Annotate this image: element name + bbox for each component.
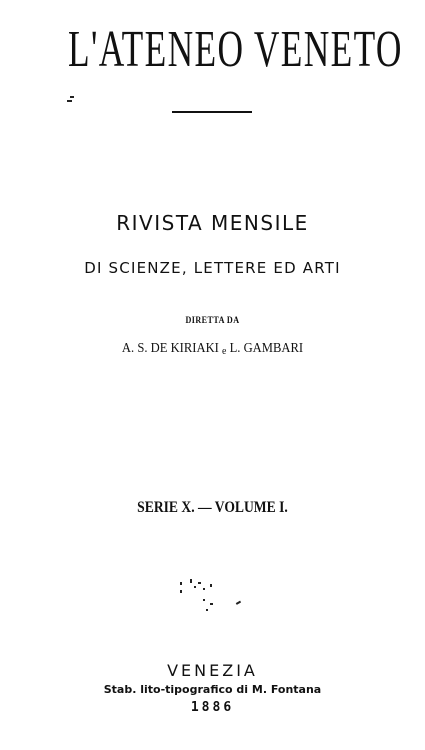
journal-subtitle: RIVISTA MENSILE <box>116 211 309 235</box>
editor-name: A. S. DE KIRIAKI <box>121 341 219 356</box>
directed-by-label: DIRETTA DA <box>185 315 240 325</box>
editor-name: L. GAMBARI <box>229 341 304 356</box>
title-divider-rule <box>172 111 252 113</box>
imprint-year: 1886 <box>190 700 235 715</box>
editors-line <box>21 340 404 358</box>
journal-scope: DI SCIENZE, LETTERE ED ARTI <box>84 259 341 277</box>
journal-title: L'ATENEO VENETO <box>68 21 403 78</box>
ink-speck <box>67 100 72 102</box>
printer-ornament <box>170 576 260 620</box>
imprint-printer: Stab. lito-tipografico di M. Fontana <box>103 683 322 696</box>
editor-conjunction: e <box>222 345 227 357</box>
series-volume: SERIE X. — VOLUME I. <box>137 499 288 516</box>
imprint-city: VENEZIA <box>167 661 258 680</box>
ink-speck <box>70 96 74 98</box>
